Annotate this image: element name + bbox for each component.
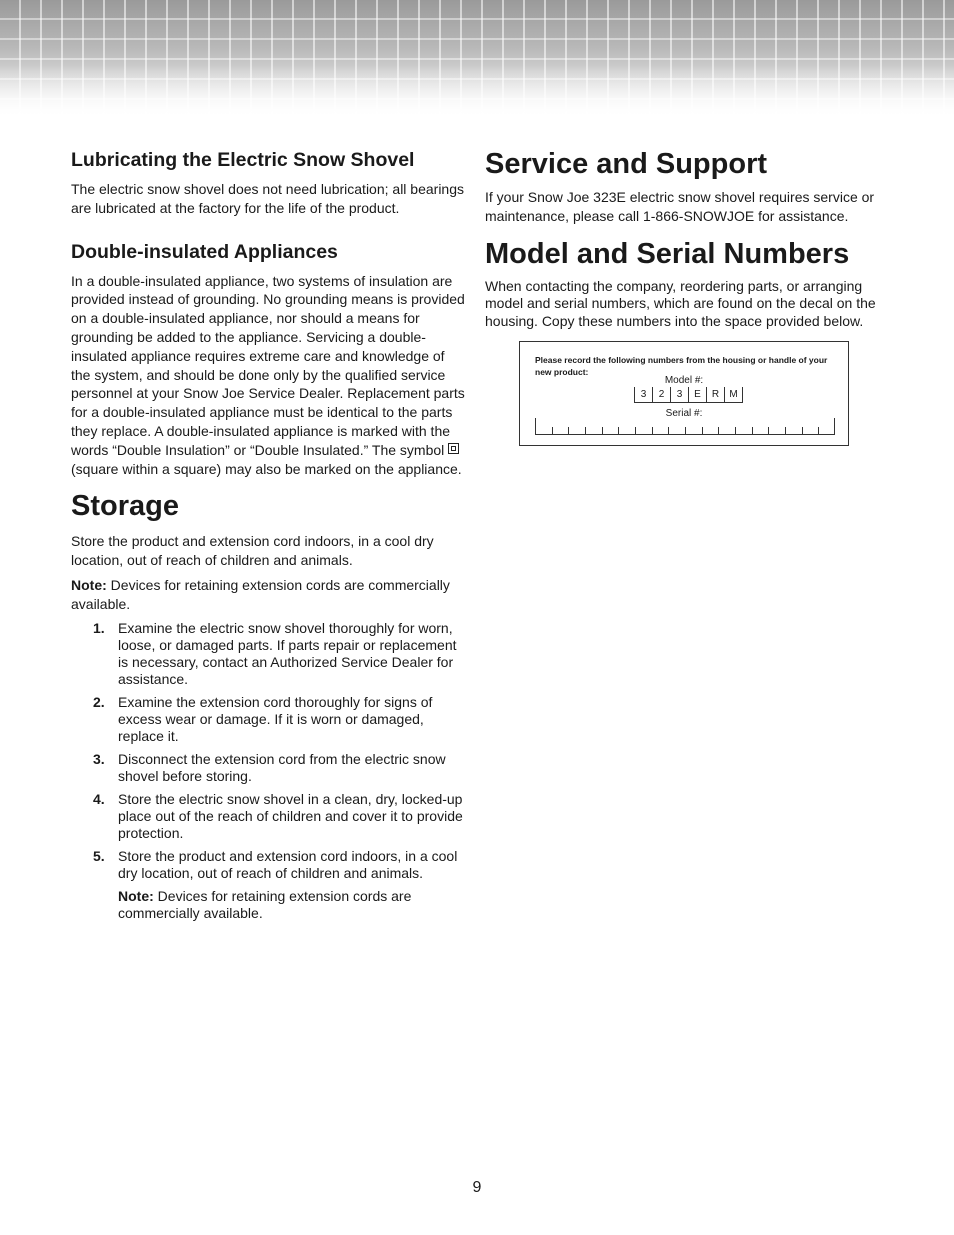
list-item (71, 620, 466, 688)
model-label: Model #: (664, 375, 704, 386)
storage-note-label: Note: (71, 576, 107, 593)
step-note-label: Note: (118, 887, 154, 904)
double-insulated-heading: Double-insulated Appliances (71, 240, 338, 263)
serial-tick-marks (535, 418, 835, 435)
storage-note-text: Devices for retaining extension cords are commercially available. (71, 576, 450, 612)
header-band (0, 0, 954, 118)
lubricating-heading: Lubricating the Electric Snow Shovel (71, 149, 415, 171)
page-number: 9 (472, 1179, 482, 1196)
step-text: Store the product and extension cord indoors, in a cool dry location, out of reach of children and animals. (118, 847, 458, 881)
list-item (71, 848, 466, 882)
model-number-cells (634, 387, 743, 403)
step-number: 4. (93, 790, 105, 807)
storage-note (71, 576, 466, 614)
right-column (485, 146, 885, 330)
model-char: 3 (634, 387, 652, 402)
step-text: Examine the electric snow shovel thoroughly for worn, loose, or damaged parts. If parts repair or replacement is necessary, contact an Authorized Service Dealer for assistance. (118, 619, 457, 687)
service-body: If your Snow Joe 323E electric snow shovel requires service or maintenance, please call 1-866-SNOWJOE for assistance. (485, 189, 875, 224)
step-text: Store the electric snow shovel in a clean, dry, locked-up place out of the reach of children and cover it to provide protection. (118, 790, 463, 841)
service-heading: Service and Support (485, 148, 768, 180)
record-box (519, 341, 849, 446)
double-insulated-text-b: (square within a square) may also be marked on the appliance. (71, 460, 462, 477)
serial-label: Serial #: (665, 408, 703, 419)
step-text: Disconnect the extension cord from the electric snow shovel before storing. (118, 750, 446, 784)
model-char: E (688, 387, 706, 402)
list-item (71, 791, 466, 842)
step-note (118, 888, 466, 922)
storage-intro: Store the product and extension cord indoors, in a cool dry location, out of reach of children and animals. (71, 533, 434, 569)
storage-heading: Storage (71, 490, 179, 523)
double-insulated-text-a: In a double-insulated appliance, two systems of insulation are provided instead of grounding. No grounding means is provided on a double-insulated appliance, nor should a means for grounding be added to the appliance. Servicing a double-insulated appliance requires extreme care and knowledge of the system, and should be done only by the qualified service personnel at your Snow Joe Service Dealer. Replacement parts for a double-insulated appliance must be identical to the parts they replace. A double-insulated appliance is marked with the words “Double Insulation” or “Double Insulated.” The symbol (71, 272, 465, 458)
model-serial-heading: Model and Serial Numbers (485, 237, 850, 270)
step-number: 2. (93, 693, 105, 710)
lubricating-body: The electric snow shovel does not need lubrication; all bearings are lubricated at the factory for the life of the product. (71, 181, 465, 216)
list-item (71, 751, 466, 785)
serial-number-field (535, 418, 835, 435)
list-item (71, 694, 466, 745)
model-char: M (724, 387, 743, 402)
step-number: 1. (93, 619, 105, 636)
model-char: 3 (670, 387, 688, 402)
left-column (71, 148, 466, 922)
double-square-icon (448, 443, 459, 454)
step-note-text: Devices for retaining extension cords are commercially available. (118, 887, 412, 921)
storage-steps (71, 620, 466, 882)
model-serial-body: When contacting the company, reordering parts, or arranging model and serial numbers, which are found on the decal on the housing. Copy these numbers into the space provided below. (485, 277, 876, 329)
step-number: 3. (93, 750, 105, 767)
step-number: 5. (93, 847, 105, 864)
model-char: R (706, 387, 724, 402)
double-insulated-body (71, 272, 466, 479)
model-char: 2 (652, 387, 670, 402)
record-instruction: Please record the following numbers from the housing or handle of your new product: (535, 355, 828, 377)
step-text: Examine the extension cord thoroughly for signs of excess wear or damage. If it is worn or damaged, replace it. (118, 693, 433, 744)
